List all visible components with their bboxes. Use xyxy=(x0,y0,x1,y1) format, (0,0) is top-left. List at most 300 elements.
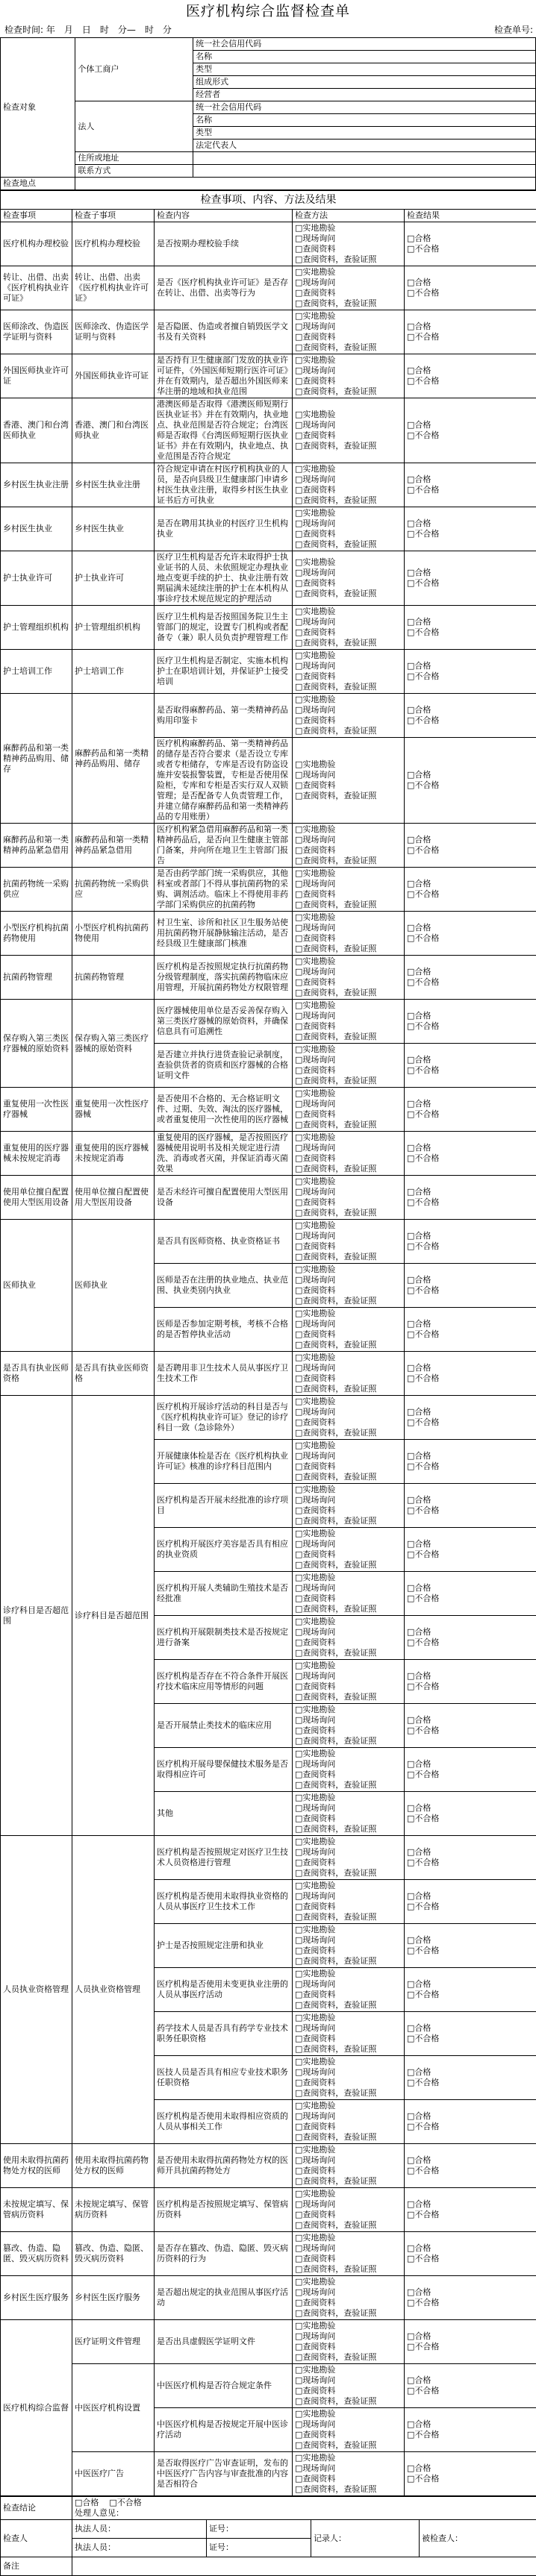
method-checkbox[interactable]: □现场询问 xyxy=(295,1451,402,1461)
method-checkbox[interactable]: □现场询问 xyxy=(295,474,402,485)
method-checkbox[interactable]: □现场询问 xyxy=(295,1539,402,1549)
result-checkbox[interactable]: □合格 xyxy=(407,2331,534,2342)
method-checkbox[interactable]: □现场询问 xyxy=(295,1363,402,1373)
method-checkbox[interactable]: □现场询问 xyxy=(295,705,402,715)
method-checkbox[interactable]: □查阅资料 xyxy=(295,332,402,342)
method-checkbox[interactable]: □查阅资料 xyxy=(295,933,402,944)
result-checkbox[interactable]: □合格 xyxy=(407,2419,534,2430)
method-checkbox[interactable]: □现场询问 xyxy=(295,2375,402,2386)
method-checkbox[interactable]: □实地勘验 xyxy=(295,1617,402,1627)
result-checkbox[interactable]: □合格 xyxy=(407,1407,534,1417)
method-checkbox[interactable]: □查阅资料 xyxy=(295,2122,402,2132)
method-checkbox[interactable]: □现场询问 xyxy=(295,2199,402,2210)
method-checkbox[interactable]: □现场询问 xyxy=(295,1011,402,1021)
result-checkbox[interactable]: □不合格 xyxy=(407,2430,534,2440)
result-checkbox[interactable]: □不合格 xyxy=(407,1770,534,1780)
method-checkbox[interactable]: □现场询问 xyxy=(295,2067,402,2078)
result-checkbox[interactable]: □不合格 xyxy=(407,2034,534,2044)
method-checkbox[interactable]: □查阅资料，查验证照 xyxy=(295,1692,402,1702)
method-checkbox[interactable]: □查阅资料，查验证照 xyxy=(295,495,402,506)
result-checkbox[interactable]: □不合格 xyxy=(407,1505,534,1516)
method-checkbox[interactable]: □实地勘验 xyxy=(295,2453,402,2463)
method-checkbox[interactable]: □现场询问 xyxy=(295,1627,402,1638)
result-checkbox[interactable]: □不合格 xyxy=(407,1285,534,1296)
method-checkbox[interactable]: □现场询问 xyxy=(295,366,402,376)
method-checkbox[interactable]: □查阅资料 xyxy=(295,1241,402,1252)
method-checkbox[interactable]: □实地勘验 xyxy=(295,868,402,879)
method-checkbox[interactable]: □查阅资料，查验证照 xyxy=(295,2264,402,2275)
method-checkbox[interactable]: □查阅资料，查验证照 xyxy=(295,1736,402,1746)
method-checkbox[interactable]: □查阅资料 xyxy=(295,671,402,682)
method-checkbox[interactable]: □现场询问 xyxy=(295,1979,402,1990)
result-checkbox[interactable]: □合格 xyxy=(407,2111,534,2122)
method-checkbox[interactable]: □查阅资料 xyxy=(295,845,402,856)
method-checkbox[interactable]: □实地勘验 xyxy=(295,1749,402,1759)
method-checkbox[interactable]: □实地勘验 xyxy=(295,1353,402,1363)
method-checkbox[interactable]: □现场询问 xyxy=(295,1803,402,1814)
result-checkbox[interactable]: □不合格 xyxy=(407,1109,534,1120)
result-checkbox[interactable]: □不合格 xyxy=(407,1638,534,1648)
result-checkbox[interactable]: □不合格 xyxy=(407,1946,534,1956)
method-checkbox[interactable]: □现场询问 xyxy=(295,835,402,845)
method-checkbox[interactable]: □实地勘验 xyxy=(295,557,402,568)
method-checkbox[interactable]: □查阅资料，查验证照 xyxy=(295,944,402,954)
method-checkbox[interactable]: □查阅资料 xyxy=(295,1946,402,1956)
method-checkbox[interactable]: □实地勘验 xyxy=(295,1837,402,1847)
result-checkbox[interactable]: □不合格 xyxy=(407,2078,534,2088)
method-checkbox[interactable]: □查阅资料 xyxy=(295,2386,402,2396)
result-checkbox[interactable]: □合格 xyxy=(407,705,534,715)
method-checkbox[interactable]: □实地勘验 xyxy=(295,607,402,617)
method-checkbox[interactable]: □查阅资料，查验证照 xyxy=(295,2044,402,2055)
method-checkbox[interactable]: □查阅资料，查验证照 xyxy=(295,298,402,309)
method-checkbox[interactable]: □查阅资料，查验证照 xyxy=(295,1208,402,1218)
method-checkbox[interactable]: □查阅资料，查验证照 xyxy=(295,1516,402,1526)
method-checkbox[interactable]: □实地勘验 xyxy=(295,2277,402,2287)
method-checkbox[interactable]: □查阅资料 xyxy=(295,2166,402,2176)
object-contact-value[interactable] xyxy=(193,165,536,178)
method-checkbox[interactable]: □查阅资料 xyxy=(295,627,402,638)
method-checkbox[interactable]: □实地勘验 xyxy=(295,2233,402,2243)
result-checkbox[interactable]: □不合格 xyxy=(407,1417,534,1428)
result-checkbox[interactable]: □不合格 xyxy=(407,715,534,726)
method-checkbox[interactable]: □现场询问 xyxy=(295,1759,402,1770)
method-checkbox[interactable]: □现场询问 xyxy=(295,1143,402,1153)
method-checkbox[interactable]: □查阅资料，查验证照 xyxy=(295,1648,402,1658)
method-checkbox[interactable]: □现场询问 xyxy=(295,1055,402,1065)
result-checkbox[interactable]: □合格 xyxy=(407,2463,534,2474)
result-checkbox[interactable]: □不合格 xyxy=(407,578,534,589)
result-checkbox[interactable]: □不合格 xyxy=(407,933,534,944)
location-value[interactable] xyxy=(75,178,536,190)
method-checkbox[interactable]: □查阅资料 xyxy=(295,529,402,539)
result-checkbox[interactable]: □合格 xyxy=(407,1583,534,1593)
method-checkbox[interactable]: □查阅资料，查验证照 xyxy=(295,2308,402,2319)
result-checkbox[interactable]: □不合格 xyxy=(407,1461,534,1472)
method-checkbox[interactable]: □现场询问 xyxy=(295,2023,402,2034)
method-checkbox[interactable]: □实地勘验 xyxy=(295,2013,402,2023)
remark-value[interactable] xyxy=(72,2557,536,2576)
method-checkbox[interactable]: □实地勘验 xyxy=(295,2321,402,2331)
method-checkbox[interactable]: □实地勘验 xyxy=(295,824,402,835)
method-checkbox[interactable]: □现场询问 xyxy=(295,234,402,244)
cert-2[interactable]: 证号： xyxy=(207,2539,311,2557)
method-checkbox[interactable]: □查阅资料 xyxy=(295,1197,402,1208)
method-checkbox[interactable]: □查阅资料 xyxy=(295,244,402,254)
result-checkbox[interactable]: □不合格 xyxy=(407,1373,534,1384)
method-checkbox[interactable]: □查阅资料 xyxy=(295,1770,402,1780)
method-checkbox[interactable]: □查阅资料，查验证照 xyxy=(295,1076,402,1086)
method-checkbox[interactable]: □实地勘验 xyxy=(295,651,402,661)
method-checkbox[interactable]: □现场询问 xyxy=(295,923,402,933)
result-checkbox[interactable]: □合格 xyxy=(407,1759,534,1770)
result-checkbox[interactable]: □合格 xyxy=(407,234,534,244)
result-checkbox[interactable]: □合格 xyxy=(407,1231,534,1241)
method-checkbox[interactable]: □查阅资料 xyxy=(295,2342,402,2352)
method-checkbox[interactable]: □查阅资料，查验证照 xyxy=(295,2000,402,2011)
method-checkbox[interactable]: □实地勘验 xyxy=(295,1661,402,1671)
result-checkbox[interactable]: □合格 xyxy=(407,568,534,578)
result-checkbox[interactable]: □合格 xyxy=(407,1451,534,1461)
result-checkbox[interactable]: □合格 xyxy=(407,2375,534,2386)
method-checkbox[interactable]: □实地勘验 xyxy=(295,1397,402,1407)
method-checkbox[interactable]: □查阅资料，查验证照 xyxy=(295,539,402,550)
result-checkbox[interactable]: □合格 xyxy=(407,1539,534,1549)
result-checkbox[interactable]: □合格 xyxy=(407,1055,534,1065)
result-checkbox[interactable]: □合格 xyxy=(407,2155,534,2166)
method-checkbox[interactable]: □现场询问 xyxy=(295,617,402,627)
method-checkbox[interactable]: □现场询问 xyxy=(295,1099,402,1109)
method-checkbox[interactable]: □现场询问 xyxy=(295,661,402,671)
method-checkbox[interactable]: □查阅资料 xyxy=(295,1329,402,1340)
handler-opinion[interactable]: 处理人意见： xyxy=(75,2508,534,2519)
result-checkbox[interactable]: □合格 xyxy=(407,1627,534,1638)
law-officer-1[interactable]: 执法人员： xyxy=(72,2520,207,2539)
result-checkbox[interactable]: □合格 xyxy=(407,518,534,529)
method-checkbox[interactable]: □现场询问 xyxy=(295,879,402,889)
method-checkbox[interactable]: □查阅资料 xyxy=(295,2430,402,2440)
inspected-party[interactable]: 被检查人： xyxy=(420,2520,536,2557)
method-checkbox[interactable]: □查阅资料，查验证照 xyxy=(295,1868,402,1878)
result-checkbox[interactable]: □不合格 xyxy=(407,1153,534,1164)
method-checkbox[interactable]: □查阅资料，查验证照 xyxy=(295,1340,402,1350)
result-checkbox[interactable]: □不合格 xyxy=(407,1902,534,1912)
method-checkbox[interactable]: □实地勘验 xyxy=(295,2365,402,2375)
method-checkbox[interactable]: □现场询问 xyxy=(295,1935,402,1946)
method-checkbox[interactable]: □实地勘验 xyxy=(295,912,402,923)
result-checkbox[interactable]: □合格 xyxy=(407,1319,534,1329)
method-checkbox[interactable]: □实地勘验 xyxy=(295,1265,402,1275)
result-checkbox[interactable]: □合格 xyxy=(407,1143,534,1153)
method-checkbox[interactable]: □查阅资料 xyxy=(295,1417,402,1428)
recorder[interactable]: 记录人： xyxy=(311,2520,420,2557)
result-checkbox[interactable]: □合格 xyxy=(407,1495,534,1505)
method-checkbox[interactable]: □查阅资料，查验证照 xyxy=(295,1428,402,1438)
method-checkbox[interactable]: □查阅资料 xyxy=(295,1638,402,1648)
method-checkbox[interactable]: □实地勘验 xyxy=(295,1529,402,1539)
result-checkbox[interactable]: □不合格 xyxy=(407,889,534,900)
method-checkbox[interactable]: □查阅资料 xyxy=(295,1373,402,1384)
result-checkbox[interactable]: □不合格 xyxy=(407,1021,534,1032)
method-checkbox[interactable]: □实地勘验 xyxy=(295,1088,402,1099)
method-checkbox[interactable]: □实地勘验 xyxy=(295,2101,402,2111)
method-checkbox[interactable]: □查阅资料 xyxy=(295,1065,402,1076)
method-checkbox[interactable]: □查阅资料，查验证照 xyxy=(295,1824,402,1834)
method-checkbox[interactable]: □实地勘验 xyxy=(295,1441,402,1451)
method-checkbox[interactable]: □查阅资料，查验证照 xyxy=(295,791,402,801)
method-checkbox[interactable]: □查阅资料 xyxy=(295,578,402,589)
method-checkbox[interactable]: □现场询问 xyxy=(295,2111,402,2122)
method-checkbox[interactable]: □实地勘验 xyxy=(295,1220,402,1231)
method-checkbox[interactable]: □现场询问 xyxy=(295,420,402,430)
method-checkbox[interactable]: □实地勘验 xyxy=(295,1132,402,1143)
result-checkbox[interactable]: □合格 xyxy=(407,2199,534,2210)
method-checkbox[interactable]: □查阅资料 xyxy=(295,1726,402,1736)
result-checkbox[interactable]: □合格 xyxy=(407,2023,534,2034)
result-checkbox[interactable]: □不合格 xyxy=(407,1990,534,2000)
method-checkbox[interactable]: □实地勘验 xyxy=(295,1969,402,1979)
method-checkbox[interactable]: □实地勘验 xyxy=(295,1000,402,1011)
method-checkbox[interactable]: □现场询问 xyxy=(295,770,402,780)
method-checkbox[interactable]: □查阅资料，查验证照 xyxy=(295,2132,402,2143)
result-checkbox[interactable]: □不合格 xyxy=(407,2210,534,2220)
result-checkbox[interactable]: □不合格 xyxy=(407,977,534,988)
result-checkbox[interactable]: □合格 xyxy=(407,879,534,889)
result-checkbox[interactable]: □合格 xyxy=(407,967,534,977)
method-checkbox[interactable]: □查阅资料 xyxy=(295,1153,402,1164)
result-checkbox[interactable]: □合格 xyxy=(407,1935,534,1946)
result-checkbox[interactable]: □合格 xyxy=(407,278,534,288)
result-checkbox[interactable]: □合格 xyxy=(407,2243,534,2254)
result-checkbox[interactable]: □不合格 xyxy=(407,288,534,298)
method-checkbox[interactable]: □现场询问 xyxy=(295,1231,402,1241)
method-checkbox[interactable]: □实地勘验 xyxy=(295,1793,402,1803)
method-checkbox[interactable]: □查阅资料 xyxy=(295,1902,402,1912)
method-checkbox[interactable]: □实地勘验 xyxy=(295,1925,402,1935)
method-checkbox[interactable]: □查阅资料 xyxy=(295,1285,402,1296)
result-checkbox[interactable]: □合格 xyxy=(407,1363,534,1373)
method-checkbox[interactable]: □现场询问 xyxy=(295,1319,402,1329)
method-checkbox[interactable]: □查阅资料 xyxy=(295,2078,402,2088)
method-checkbox[interactable]: □查阅资料，查验证照 xyxy=(295,1384,402,1394)
method-checkbox[interactable]: □实地勘验 xyxy=(295,1176,402,1187)
method-checkbox[interactable]: □实地勘验 xyxy=(295,2057,402,2067)
method-checkbox[interactable]: □查阅资料，查验证照 xyxy=(295,638,402,648)
result-checkbox[interactable]: □合格 xyxy=(407,1979,534,1990)
conclusion-checkbox[interactable]: □合格 xyxy=(75,2498,99,2507)
method-checkbox[interactable]: □查阅资料 xyxy=(295,715,402,726)
result-checkbox[interactable]: □合格 xyxy=(407,1187,534,1197)
method-checkbox[interactable]: □实地勘验 xyxy=(295,267,402,278)
result-checkbox[interactable]: □不合格 xyxy=(407,1726,534,1736)
method-checkbox[interactable]: □现场询问 xyxy=(295,1671,402,1682)
result-checkbox[interactable]: □合格 xyxy=(407,770,534,780)
method-checkbox[interactable]: □实地勘验 xyxy=(295,311,402,322)
result-checkbox[interactable]: □不合格 xyxy=(407,2166,534,2176)
result-checkbox[interactable]: □合格 xyxy=(407,1891,534,1902)
method-checkbox[interactable]: □查阅资料，查验证照 xyxy=(295,1780,402,1790)
method-checkbox[interactable]: □实地勘验 xyxy=(295,2189,402,2199)
method-checkbox[interactable]: □现场询问 xyxy=(295,2287,402,2298)
method-checkbox[interactable]: □查阅资料 xyxy=(295,889,402,900)
method-checkbox[interactable]: □查阅资料 xyxy=(295,430,402,441)
method-checkbox[interactable]: □查阅资料 xyxy=(295,1682,402,1692)
result-checkbox[interactable]: □不合格 xyxy=(407,1197,534,1208)
method-checkbox[interactable]: □实地勘验 xyxy=(295,1485,402,1495)
method-checkbox[interactable]: □现场询问 xyxy=(295,967,402,977)
method-checkbox[interactable]: □实地勘验 xyxy=(295,695,402,705)
method-checkbox[interactable]: □查阅资料 xyxy=(295,2210,402,2220)
cert-1[interactable]: 证号： xyxy=(207,2520,311,2539)
result-checkbox[interactable]: □不合格 xyxy=(407,430,534,441)
method-checkbox[interactable]: □实地勘验 xyxy=(295,1044,402,1055)
method-checkbox[interactable]: □查阅资料 xyxy=(295,1858,402,1868)
result-checkbox[interactable]: □不合格 xyxy=(407,2474,534,2484)
method-checkbox[interactable]: □实地勘验 xyxy=(295,355,402,366)
law-officer-2[interactable]: 执法人员： xyxy=(72,2539,207,2557)
method-checkbox[interactable]: □现场询问 xyxy=(295,1583,402,1593)
method-checkbox[interactable]: □查阅资料 xyxy=(295,2254,402,2264)
method-checkbox[interactable]: □查阅资料，查验证照 xyxy=(295,2484,402,2495)
method-checkbox[interactable]: □实地勘验 xyxy=(295,223,402,234)
result-checkbox[interactable]: □合格 xyxy=(407,1275,534,1285)
method-checkbox[interactable]: □现场询问 xyxy=(295,2419,402,2430)
method-checkbox[interactable]: □查阅资料 xyxy=(295,2474,402,2484)
result-checkbox[interactable]: □合格 xyxy=(407,835,534,845)
result-checkbox[interactable]: □不合格 xyxy=(407,2254,534,2264)
method-checkbox[interactable]: □查阅资料 xyxy=(295,2298,402,2308)
method-checkbox[interactable]: □查阅资料，查验证照 xyxy=(295,988,402,998)
method-checkbox[interactable]: □查阅资料，查验证照 xyxy=(295,900,402,910)
result-checkbox[interactable]: □合格 xyxy=(407,2287,534,2298)
method-checkbox[interactable]: □查阅资料，查验证照 xyxy=(295,2352,402,2363)
method-checkbox[interactable]: □查阅资料 xyxy=(295,1461,402,1472)
method-checkbox[interactable]: □查阅资料，查验证照 xyxy=(295,1560,402,1570)
method-checkbox[interactable]: □现场询问 xyxy=(295,1495,402,1505)
result-checkbox[interactable]: □不合格 xyxy=(407,1814,534,1824)
method-checkbox[interactable]: □查阅资料 xyxy=(295,376,402,386)
method-checkbox[interactable]: □查阅资料，查验证照 xyxy=(295,2176,402,2187)
method-checkbox[interactable]: □查阅资料 xyxy=(295,2034,402,2044)
method-checkbox[interactable]: □查阅资料，查验证照 xyxy=(295,682,402,692)
method-checkbox[interactable]: □查阅资料，查验证照 xyxy=(295,1472,402,1482)
method-checkbox[interactable]: □实地勘验 xyxy=(295,508,402,518)
method-checkbox[interactable]: □查阅资料 xyxy=(295,288,402,298)
result-checkbox[interactable]: □不合格 xyxy=(407,244,534,254)
conclusion-checkbox[interactable]: □不合格 xyxy=(109,2498,141,2507)
result-checkbox[interactable]: □合格 xyxy=(407,1671,534,1682)
result-checkbox[interactable]: □不合格 xyxy=(407,671,534,682)
method-checkbox[interactable]: □查阅资料，查验证照 xyxy=(295,2440,402,2451)
method-checkbox[interactable]: □实地勘验 xyxy=(295,1573,402,1583)
result-checkbox[interactable]: □不合格 xyxy=(407,627,534,638)
result-checkbox[interactable]: □不合格 xyxy=(407,780,534,791)
method-checkbox[interactable]: □查阅资料，查验证照 xyxy=(295,441,402,451)
result-checkbox[interactable]: □合格 xyxy=(407,474,534,485)
method-checkbox[interactable]: □查阅资料 xyxy=(295,1505,402,1516)
result-checkbox[interactable]: □合格 xyxy=(407,1847,534,1858)
method-checkbox[interactable]: □查阅资料 xyxy=(295,485,402,495)
result-checkbox[interactable]: □合格 xyxy=(407,923,534,933)
method-checkbox[interactable]: □查阅资料，查验证照 xyxy=(295,1164,402,1174)
result-checkbox[interactable]: □不合格 xyxy=(407,1682,534,1692)
method-checkbox[interactable]: □查阅资料，查验证照 xyxy=(295,1912,402,1922)
result-checkbox[interactable]: □合格 xyxy=(407,1099,534,1109)
result-checkbox[interactable]: □不合格 xyxy=(407,845,534,856)
method-checkbox[interactable]: □查阅资料 xyxy=(295,780,402,791)
result-checkbox[interactable]: □合格 xyxy=(407,420,534,430)
result-checkbox[interactable]: □不合格 xyxy=(407,376,534,386)
method-checkbox[interactable]: □实地勘验 xyxy=(295,956,402,967)
method-checkbox[interactable]: □查阅资料，查验证照 xyxy=(295,856,402,866)
result-checkbox[interactable]: □不合格 xyxy=(407,1065,534,1076)
result-checkbox[interactable]: □合格 xyxy=(407,322,534,332)
result-checkbox[interactable]: □合格 xyxy=(407,661,534,671)
method-checkbox[interactable]: □查阅资料 xyxy=(295,1814,402,1824)
result-checkbox[interactable]: □合格 xyxy=(407,1715,534,1726)
method-checkbox[interactable]: □查阅资料，查验证照 xyxy=(295,386,402,397)
method-checkbox[interactable]: □现场询问 xyxy=(295,1891,402,1902)
result-checkbox[interactable]: □合格 xyxy=(407,1011,534,1021)
result-checkbox[interactable]: □不合格 xyxy=(407,1549,534,1560)
method-checkbox[interactable]: □现场询问 xyxy=(295,518,402,529)
method-checkbox[interactable]: □现场询问 xyxy=(295,1407,402,1417)
result-checkbox[interactable]: □不合格 xyxy=(407,2386,534,2396)
method-checkbox[interactable]: □现场询问 xyxy=(295,1187,402,1197)
method-checkbox[interactable]: □查阅资料 xyxy=(295,1109,402,1120)
result-checkbox[interactable]: □不合格 xyxy=(407,1241,534,1252)
result-checkbox[interactable]: □不合格 xyxy=(407,332,534,342)
method-checkbox[interactable]: □查阅资料，查验证照 xyxy=(295,1604,402,1614)
method-checkbox[interactable]: □查阅资料，查验证照 xyxy=(295,2088,402,2099)
method-checkbox[interactable]: □查阅资料，查验证照 xyxy=(295,1120,402,1130)
method-checkbox[interactable]: □查阅资料，查验证照 xyxy=(295,1956,402,1967)
method-checkbox[interactable]: □实地勘验 xyxy=(295,410,402,420)
method-checkbox[interactable]: □实地勘验 xyxy=(295,2145,402,2155)
method-checkbox[interactable]: □查阅资料，查验证照 xyxy=(295,1032,402,1042)
method-checkbox[interactable]: □查阅资料 xyxy=(295,1021,402,1032)
method-checkbox[interactable]: □现场询问 xyxy=(295,2243,402,2254)
result-checkbox[interactable]: □不合格 xyxy=(407,1329,534,1340)
method-checkbox[interactable]: □实地勘验 xyxy=(295,464,402,474)
method-checkbox[interactable]: □实地勘验 xyxy=(295,2409,402,2419)
method-checkbox[interactable]: □查阅资料，查验证照 xyxy=(295,589,402,599)
method-checkbox[interactable]: □查阅资料 xyxy=(295,1593,402,1604)
method-checkbox[interactable]: □现场询问 xyxy=(295,568,402,578)
result-checkbox[interactable]: □合格 xyxy=(407,2067,534,2078)
method-checkbox[interactable]: □查阅资料 xyxy=(295,1990,402,2000)
result-checkbox[interactable]: □不合格 xyxy=(407,2342,534,2352)
method-checkbox[interactable]: □现场询问 xyxy=(295,2463,402,2474)
method-checkbox[interactable]: □查阅资料 xyxy=(295,1549,402,1560)
method-checkbox[interactable]: □查阅资料 xyxy=(295,977,402,988)
method-checkbox[interactable]: □现场询问 xyxy=(295,278,402,288)
method-checkbox[interactable]: □实地勘验 xyxy=(295,759,402,770)
method-checkbox[interactable]: □现场询问 xyxy=(295,1847,402,1858)
method-checkbox[interactable]: □现场询问 xyxy=(295,2331,402,2342)
method-checkbox[interactable]: □现场询问 xyxy=(295,322,402,332)
result-checkbox[interactable]: □合格 xyxy=(407,617,534,627)
method-checkbox[interactable]: □实地勘验 xyxy=(295,1881,402,1891)
result-checkbox[interactable]: □不合格 xyxy=(407,485,534,495)
method-checkbox[interactable]: □实地勘验 xyxy=(295,1309,402,1319)
result-checkbox[interactable]: □不合格 xyxy=(407,2298,534,2308)
method-checkbox[interactable]: □现场询问 xyxy=(295,1275,402,1285)
object-address-value[interactable] xyxy=(193,152,536,165)
method-checkbox[interactable]: □查阅资料，查验证照 xyxy=(295,1252,402,1262)
method-checkbox[interactable]: □查阅资料，查验证照 xyxy=(295,726,402,736)
result-checkbox[interactable]: □不合格 xyxy=(407,2122,534,2132)
